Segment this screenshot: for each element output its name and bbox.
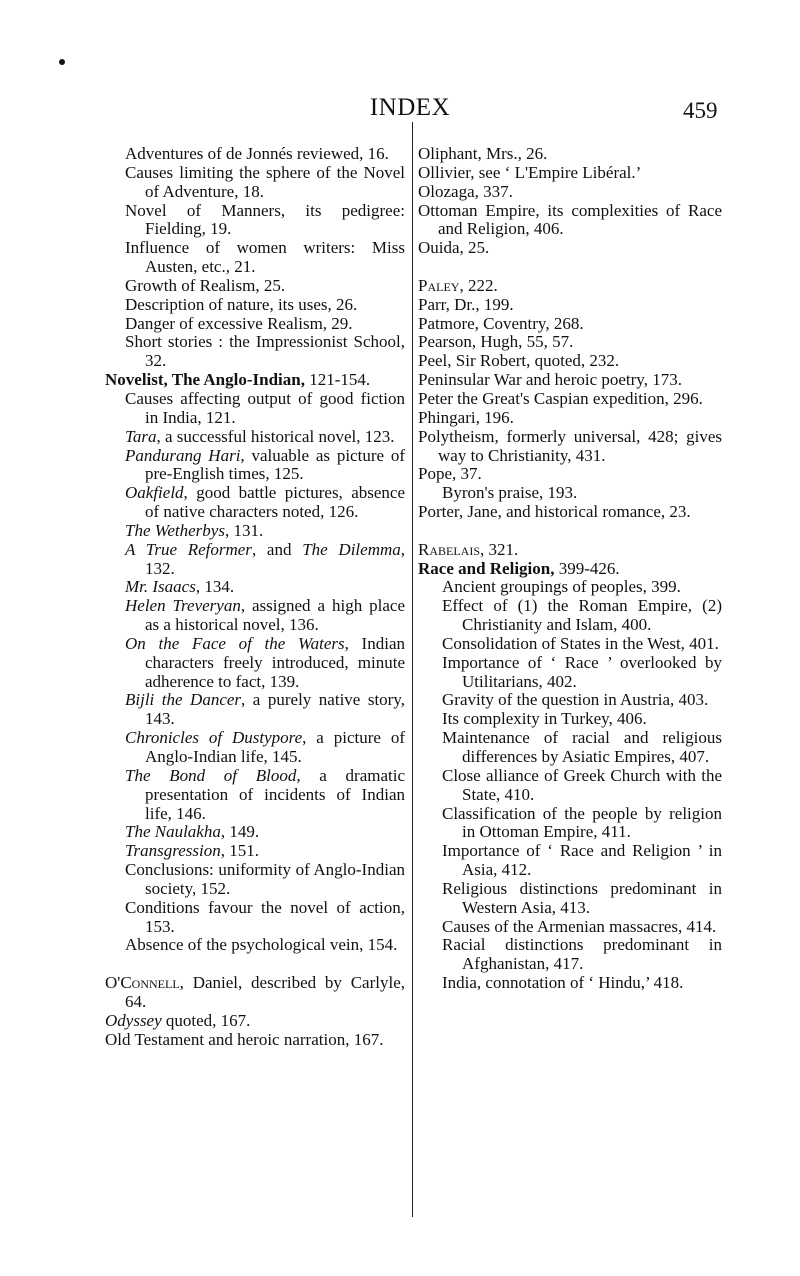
index-subentry — [105, 202, 405, 240]
entry-text: Importance of ‘ Race ’ overlooked by Utilitarians, 402. — [442, 652, 722, 691]
entry-text: Odyssey — [105, 1010, 162, 1030]
entry-text: , Daniel, described by Carlyle, 64. — [125, 973, 405, 1011]
index-entry — [418, 239, 722, 258]
index-section — [105, 145, 405, 955]
entry-text: Close alliance of Greek Church with the State, 410. — [442, 765, 722, 804]
entry-text: Causes affecting output of good fiction in India, 121. — [125, 388, 405, 427]
entry-text: Description of nature, its uses, 26. — [125, 294, 358, 314]
entry-text: Racial distinctions predominant in Afghanistan, 417. — [442, 935, 722, 974]
index-subentry — [105, 691, 405, 729]
index-subentry — [105, 578, 405, 597]
entry-text: Adventures of de Jonnés reviewed, 16. — [125, 144, 389, 163]
entry-text: Ollivier, see ‘ L'Empire Libéral.’ — [418, 162, 642, 182]
index-subentry — [418, 635, 722, 654]
entry-text: The Wetherbys — [125, 520, 225, 540]
entry-text: Parr, Dr., 199. — [418, 294, 514, 314]
entry-text: , and — [251, 539, 303, 559]
entry-text: Porter, Jane, and historical romance, 23. — [418, 502, 691, 522]
index-subentry — [418, 842, 722, 880]
entry-text: Importance of ‘ Race and Religion ’ in Asia, 412. — [442, 841, 722, 880]
entry-text: , 151. — [220, 841, 259, 861]
page-number: 459 — [683, 98, 718, 123]
entry-text: Oakfield — [125, 483, 184, 503]
entry-text: Causes limiting the sphere of the Novel of Adventure, 18. — [125, 162, 405, 201]
entry-text: Conditions favour the novel of action, 153. — [125, 897, 405, 936]
entry-text: India, connotation of ‘ Hindu,’ 418. — [442, 973, 684, 993]
entry-text: Effect of (1) the Roman Empire, (2) Christianity and Islam, 400. — [442, 596, 722, 635]
index-subentry — [418, 880, 722, 918]
entry-text: , Indian characters freely introduced, minute adherence to fact, 139. — [145, 633, 405, 691]
entry-text: Gravity of the question in Austria, 403. — [442, 690, 709, 710]
index-entry — [418, 371, 722, 390]
index-subentry — [418, 578, 722, 597]
entry-text: Mr. Isaacs — [125, 577, 196, 597]
entry-text: Classification of the people by religion in Ottoman Empire, 411. — [442, 803, 722, 842]
index-subentry — [418, 484, 722, 503]
index-subentry — [105, 597, 405, 635]
index-subentry — [418, 729, 722, 767]
index-entry — [418, 145, 722, 164]
index-subentry — [105, 823, 405, 842]
entry-text: , 321. — [480, 539, 519, 559]
index-entry — [418, 503, 722, 522]
index-subentry — [105, 390, 405, 428]
entry-text: Rabelais — [418, 539, 481, 559]
index-subentry — [105, 277, 405, 296]
index-entry — [418, 560, 722, 579]
entry-text: Danger of excessive Realism, 29. — [125, 313, 353, 333]
entry-text: The Dilemma — [302, 539, 401, 559]
entry-text: , a picture of Anglo-Indian life, 145. — [145, 728, 405, 766]
index-subentry — [418, 654, 722, 692]
entry-text: Polytheism, formerly universal, 428; gives way to Christianity, 431. — [418, 426, 722, 465]
entry-text: On the Face of the Waters — [125, 633, 345, 653]
entry-text: Influence of women writers: Miss Austen, etc., 21. — [125, 238, 405, 277]
index-subentry — [418, 974, 722, 993]
entry-text: quoted, 167. — [161, 1010, 251, 1030]
index-subentry — [105, 333, 405, 371]
entry-text: Ancient groupings of peoples, 399. — [442, 577, 681, 597]
entry-text: Phingari, 196. — [418, 407, 514, 427]
entry-text: , a successful historical novel, 123. — [156, 426, 395, 446]
entry-text: Novelist, The Anglo-Indian, — [105, 370, 305, 390]
entry-text: Its complexity in Turkey, 406. — [442, 709, 647, 729]
entry-text: Bijli the Dancer — [125, 690, 242, 710]
entry-text: 121-154. — [304, 370, 371, 390]
index-entry — [418, 352, 722, 371]
entry-text: , assigned a high place as a historical novel, 136. — [145, 596, 405, 635]
entry-text: Absence of the psychological vein, 154. — [125, 935, 398, 955]
index-section — [418, 277, 722, 522]
entry-text: Novel of Manners, its pedigree: Fielding, 19. — [125, 200, 405, 239]
entry-text: , a dramatic presentation of incidents of Indian life, 146. — [145, 765, 405, 823]
entry-text: Growth of Realism, 25. — [125, 275, 286, 295]
entry-text: Peel, Sir Robert, quoted, 232. — [418, 351, 620, 371]
index-subentry — [105, 484, 405, 522]
index-subentry — [105, 522, 405, 541]
entry-text: Ouida, 25. — [418, 238, 490, 258]
entry-text: Helen Treveryan — [125, 596, 241, 616]
entry-text: Old Testament and heroic narration, 167. — [105, 1029, 384, 1049]
entry-text: Consolidation of States in the West, 401. — [442, 633, 719, 653]
entry-text: Olozaga, 337. — [418, 181, 513, 201]
index-section — [418, 541, 722, 993]
entry-text: 399-426. — [554, 558, 620, 578]
index-entry — [418, 428, 722, 466]
index-subentry — [418, 597, 722, 635]
entry-text: , 134. — [195, 577, 235, 597]
entry-text: Peter the Great's Caspian expedition, 296. — [418, 388, 703, 408]
entry-text: Pearson, Hugh, 55, 57. — [418, 332, 574, 352]
index-section — [418, 145, 722, 258]
index-entry — [418, 333, 722, 352]
entry-text: Conclusions: uniformity of Anglo-Indian society, 152. — [125, 860, 405, 898]
index-subentry — [105, 861, 405, 899]
index-entry — [418, 541, 722, 560]
index-subentry — [105, 899, 405, 937]
index-subentry — [418, 767, 722, 805]
index-entry — [418, 315, 722, 334]
entry-text: , 132. — [145, 539, 406, 578]
entry-text: Short stories : the Impressionist School, 32. — [125, 332, 405, 371]
entry-text: The Bond of Blood — [125, 765, 297, 785]
index-entry — [105, 974, 405, 1012]
entry-text: , good battle pictures, absence of native characters noted, 126. — [145, 483, 405, 522]
index-subentry — [418, 805, 722, 843]
index-subentry — [105, 145, 405, 164]
page-title: INDEX — [369, 94, 451, 121]
index-column-right — [418, 145, 722, 1012]
entry-text: Tara — [125, 426, 157, 446]
index-entry — [418, 277, 722, 296]
index-subentry — [105, 315, 405, 334]
index-subentry — [105, 936, 405, 955]
entry-text: O'Connell — [105, 973, 180, 993]
index-column-left — [105, 145, 405, 1068]
index-subentry — [105, 296, 405, 315]
entry-text: , valuable as picture of pre-English times, 125. — [145, 445, 405, 484]
index-subentry — [418, 710, 722, 729]
entry-text: Patmore, Coventry, 268. — [418, 313, 584, 333]
index-entry — [105, 1012, 405, 1031]
column-divider — [412, 122, 413, 1217]
index-subentry — [418, 691, 722, 710]
entry-text: Pope, 37. — [418, 464, 482, 484]
index-subentry — [105, 541, 405, 579]
index-subentry — [105, 767, 405, 824]
index-entry — [418, 183, 722, 202]
index-entry — [418, 296, 722, 315]
index-entry — [418, 409, 722, 428]
entry-text: Chronicles of Dustypore — [125, 728, 303, 748]
index-entry — [418, 164, 722, 183]
entry-text: The Naulakha — [125, 822, 221, 842]
index-entry — [105, 1031, 405, 1050]
entry-text: , 131. — [224, 520, 264, 540]
entry-text: , a purely native story, 143. — [145, 690, 405, 729]
entry-text: Paley — [418, 275, 460, 295]
index-entry — [418, 465, 722, 484]
margin-dot-mark — [59, 59, 65, 65]
entry-text: Ottoman Empire, its complexities of Race and Religion, 406. — [418, 200, 722, 239]
entry-text: Religious distinctions predominant in Western Asia, 413. — [442, 878, 722, 917]
entry-text: A True Reformer — [125, 539, 252, 559]
index-subentry — [105, 447, 405, 485]
index-subentry — [105, 842, 405, 861]
index-subentry — [418, 936, 722, 974]
entry-text: Race and Religion, — [418, 558, 555, 578]
entry-text: Pandurang Hari — [125, 445, 241, 465]
index-subentry — [105, 729, 405, 767]
entry-text: Transgression — [125, 841, 221, 861]
index-subentry — [105, 239, 405, 277]
index-entry — [105, 371, 405, 390]
index-subentry — [105, 635, 405, 692]
entry-text: Maintenance of racial and religious differences by Asiatic Empires, 407. — [442, 728, 722, 766]
index-subentry — [105, 164, 405, 202]
entry-text: Byron's praise, 193. — [442, 483, 578, 503]
entry-text: , 222. — [459, 275, 498, 295]
index-section — [105, 974, 405, 1049]
index-entry — [418, 390, 722, 409]
index-subentry — [105, 428, 405, 447]
entry-text: Peninsular War and heroic poetry, 173. — [418, 370, 682, 390]
entry-text: Causes of the Armenian massacres, 414. — [442, 916, 717, 936]
index-subentry — [418, 918, 722, 937]
index-entry — [418, 202, 722, 240]
entry-text: Oliphant, Mrs., 26. — [418, 144, 548, 163]
entry-text: , 149. — [220, 822, 260, 842]
